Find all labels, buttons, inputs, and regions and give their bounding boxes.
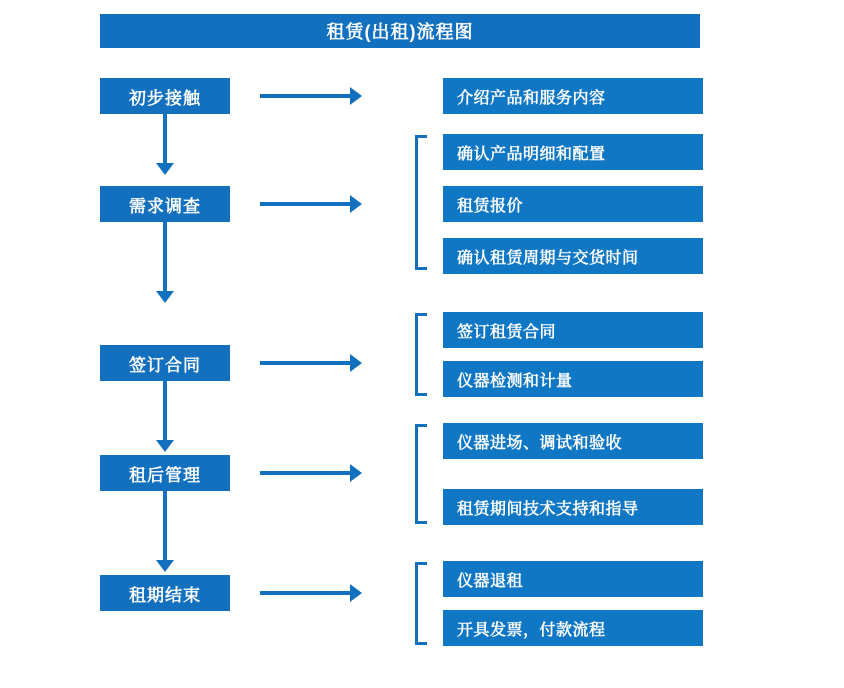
stage-box-2[interactable]: 需求调查: [100, 186, 230, 222]
stage-box-1[interactable]: 初步接触: [100, 78, 230, 114]
stage-connector-arrow-3: [156, 440, 174, 452]
stage-connector-arrow-4: [156, 560, 174, 572]
arrow-line-2: [260, 202, 350, 206]
detail-box-1-1[interactable]: 介绍产品和服务内容: [443, 78, 703, 114]
arrow-line-3: [260, 361, 350, 365]
arrow-head-3: [350, 354, 362, 372]
detail-box-4-2[interactable]: 租赁期间技术支持和指导: [443, 489, 703, 525]
group-bracket-3: [415, 313, 427, 396]
stage-connector-2: [163, 222, 167, 294]
arrow-head-2: [350, 195, 362, 213]
detail-box-3-2[interactable]: 仪器检测和计量: [443, 361, 703, 397]
group-bracket-4: [415, 424, 427, 524]
arrow-line-4: [260, 471, 350, 475]
group-bracket-5: [415, 562, 427, 645]
detail-box-5-2[interactable]: 开具发票，付款流程: [443, 610, 703, 646]
stage-connector-4: [163, 491, 167, 563]
stage-connector-3: [163, 381, 167, 443]
arrow-head-4: [350, 464, 362, 482]
arrow-line-5: [260, 591, 350, 595]
detail-box-2-2[interactable]: 租赁报价: [443, 186, 703, 222]
arrow-head-1: [350, 87, 362, 105]
page-title: 租赁(出租)流程图: [100, 14, 700, 48]
stage-box-3[interactable]: 签订合同: [100, 345, 230, 381]
stage-connector-1: [163, 114, 167, 166]
group-bracket-2: [415, 135, 427, 270]
arrow-head-5: [350, 584, 362, 602]
stage-connector-arrow-1: [156, 163, 174, 175]
arrow-line-1: [260, 94, 350, 98]
stage-box-5[interactable]: 租期结束: [100, 575, 230, 611]
detail-box-3-1[interactable]: 签订租赁合同: [443, 312, 703, 348]
detail-box-2-3[interactable]: 确认租赁周期与交货时间: [443, 238, 703, 274]
detail-box-2-1[interactable]: 确认产品明细和配置: [443, 134, 703, 170]
detail-box-4-1[interactable]: 仪器进场、调试和验收: [443, 423, 703, 459]
stage-box-4[interactable]: 租后管理: [100, 455, 230, 491]
stage-connector-arrow-2: [156, 291, 174, 303]
detail-box-5-1[interactable]: 仪器退租: [443, 561, 703, 597]
